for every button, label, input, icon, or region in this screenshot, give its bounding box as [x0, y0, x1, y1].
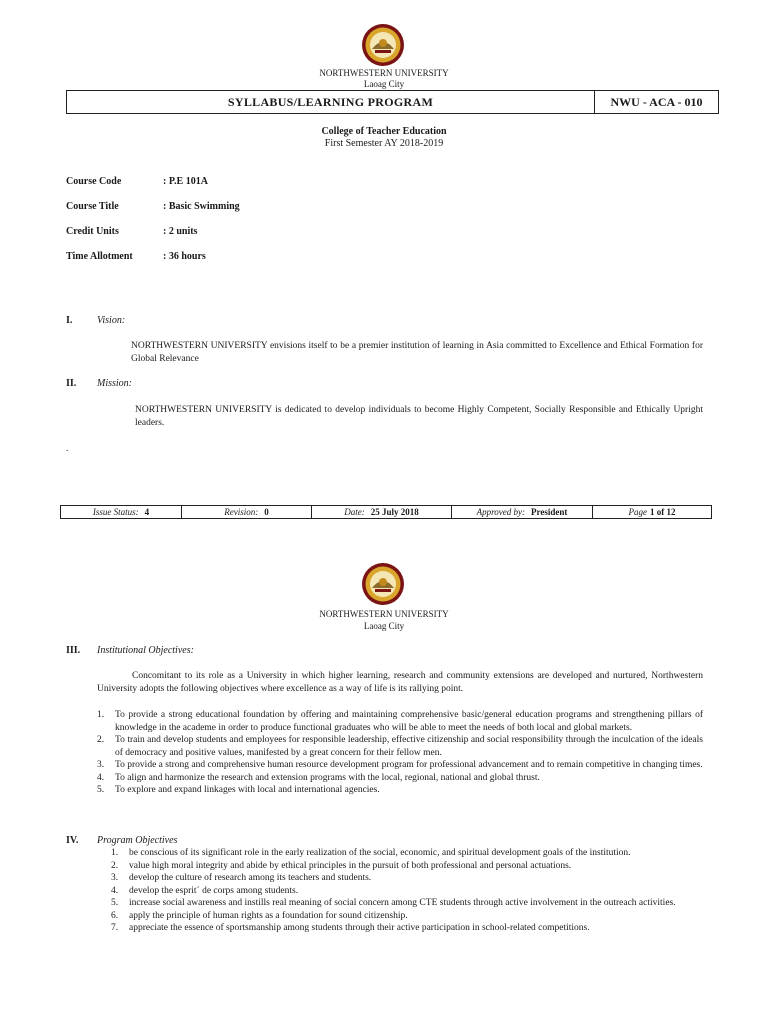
university-city: Laoag City [363, 79, 405, 89]
vision-text: NORTHWESTERN UNIVERSITY envisions itself to be a premier institution of learning in Asia committed to Excellence and Ethical Formation for Global Relevance [131, 341, 703, 364]
issue-status-label: Issue Status: [92, 507, 139, 517]
vision-number: I. [66, 315, 73, 326]
semester: First Semester AY 2018-2019 [324, 138, 444, 149]
university-name: NORTHWESTERN UNIVERSITY [319, 68, 449, 78]
university-seal-icon [361, 23, 405, 67]
page-footer [60, 505, 712, 519]
list-item: 2. To train and develop students and employees for responsible leadership, effective citizenship and social responsibility through the inculcation of the ideals of democracy and positive values, manifested by a great concern for their fellow men. [97, 735, 703, 758]
issue-status-value: 4 [144, 507, 150, 517]
revision-cell [182, 506, 312, 518]
institutional-objectives-list [97, 709, 703, 797]
list-item: 4. develop the esprit´ de corps among students. [111, 885, 299, 896]
university-name: NORTHWESTERN UNIVERSITY [319, 609, 449, 619]
list-item: 3. develop the culture of research among its teachers and students. [111, 873, 372, 883]
list-item: 6. apply the principle of human rights as a foundation for sound citizenship. [111, 910, 408, 921]
credit-units-label: Credit Units [66, 226, 119, 237]
document-title: SYLLABUS/LEARNING PROGRAM [67, 91, 595, 113]
list-item: 1. To provide a strong educational foundation by offering and maintaining comprehensive basic/general education programs and strengthening pillars of knowledge in the academe in order to produce functional graduates who will be able to meet the needs of both local and global markets. [97, 710, 703, 733]
course-code-label: Course Code [66, 176, 122, 187]
course-code-value: : P.E 101A [163, 176, 208, 187]
document-header [66, 90, 719, 114]
college-name: College of Teacher Education [321, 126, 447, 137]
list-item: 4. To align and harmonize the research and extension programs with the local, regional, national and global thrust. [97, 772, 540, 783]
institutional-objectives-title: Institutional Objectives: [97, 645, 194, 656]
mission-text: NORTHWESTERN UNIVERSITY is dedicated to develop individuals to become Highly Competent, Socially Responsible and Ethically Upright leaders. [135, 405, 703, 428]
issue-status-cell [61, 506, 182, 518]
document-code: NWU - ACA - 010 [610, 94, 703, 109]
page-number-cell [593, 506, 711, 518]
program-objectives-list [111, 847, 703, 935]
stray-dot: . [66, 443, 69, 453]
date-label: Date: [344, 507, 365, 517]
program-objectives-number: IV. [66, 835, 79, 846]
approved-by-value: President [531, 507, 568, 517]
date-cell [312, 506, 452, 518]
list-item: 5. To explore and expand linkages with local and international agencies. [97, 785, 380, 795]
page-value: 1 of 12 [650, 507, 676, 517]
list-item: 2. value high moral integrity and abide by ethical principles in the pursuit of both professional and personal actuations. [111, 860, 572, 871]
institutional-objectives-number: III. [66, 645, 81, 656]
revision-label: Revision: [224, 507, 259, 517]
course-title-value: : Basic Swimming [163, 201, 240, 212]
mission-title: Mission: [97, 378, 132, 389]
page-label: Page [628, 507, 647, 517]
time-allotment-label: Time Allotment [66, 251, 133, 262]
list-item: 3. To provide a strong and comprehensive human resource development program for professional advancement and to remain competitive in changing times. [97, 760, 703, 770]
mission-number: II. [66, 378, 77, 389]
list-item: 5. increase social awareness and instills real meaning of social concern among CTE students through active involvement in the outreach activities. [111, 898, 676, 908]
credit-units-value: : 2 units [163, 226, 198, 237]
approved-by-label: Approved by: [476, 507, 526, 517]
university-city: Laoag City [363, 621, 405, 631]
list-item: 7. appreciate the essence of sportsmanship among students through their active participation in school-related competitions. [111, 923, 590, 933]
revision-value: 0 [264, 507, 269, 517]
list-item: 1. be conscious of its significant role in the early realization of the social, economic, and spiritual development goals of the institution. [111, 848, 631, 858]
vision-title: Vision: [97, 315, 126, 326]
university-seal-icon [361, 562, 405, 606]
course-title-label: Course Title [66, 201, 119, 212]
date-value: 25 July 2018 [370, 507, 419, 517]
program-objectives-title: Program Objectives [97, 835, 178, 846]
approved-by-cell [452, 506, 593, 518]
institutional-objectives-intro: Concomitant to its role as a University in which higher learning, research and community extensions are developed and nurtured, Northwestern University adopts the following objectives where excellence as a way of life is its rallying point. [97, 671, 703, 694]
time-allotment-value: : 36 hours [163, 251, 206, 262]
